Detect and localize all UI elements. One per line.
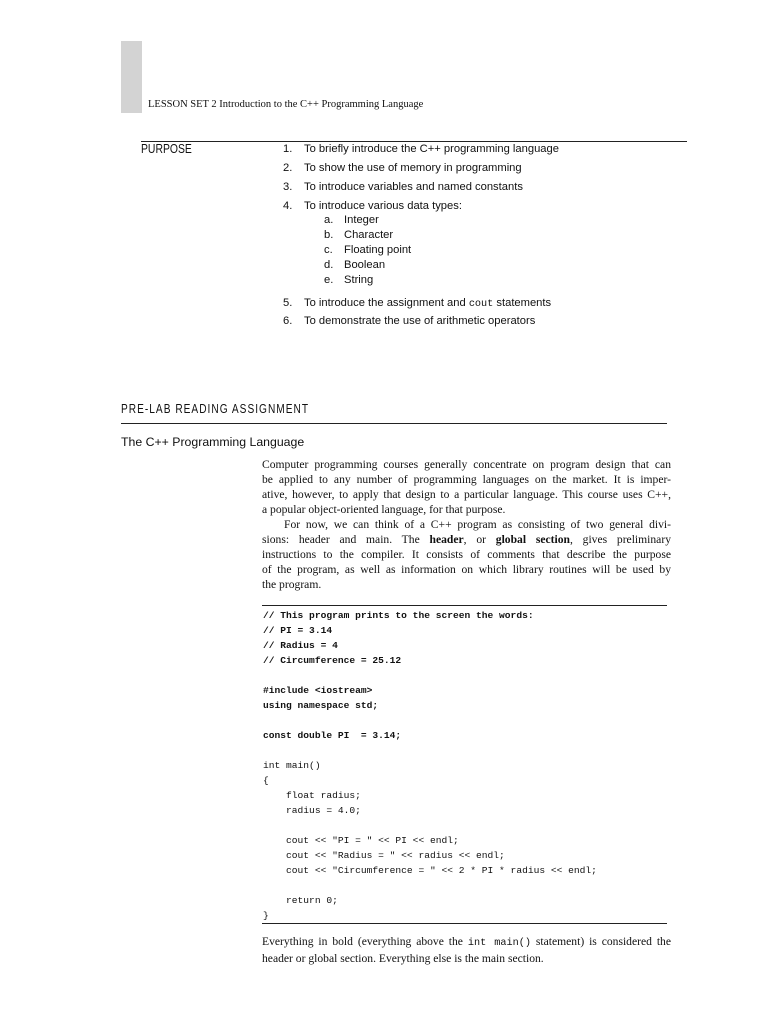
code-line: cout << "PI = " << PI << endl; [263,835,459,846]
code-line [263,878,597,893]
purpose-item-3: 3. To introduce variables and named constants [283,181,523,193]
purpose-item-text: To introduce various data types: [304,200,462,212]
intro-paragraph: Computer programming courses generally concentrate on program design that can be applied to any number of programming languages on the market. It is imper- ative, however, to apply that design to a particular language. This course uses C++, a popular object-oriented language, for that purpose. [262,458,671,516]
code-top-rule [262,605,667,606]
subheading: The C++ Programming Language [121,435,305,449]
code-line: return 0; [263,895,338,906]
data-type-item-b: b. Character [324,229,394,241]
term-header: header [429,533,464,546]
data-type-item-e: e. String [324,274,374,286]
lesson-header: LESSON SET 2 Introduction to the C++ Programming Language [148,99,424,110]
purpose-item-4: 4. To introduce various data types: [283,200,462,212]
purpose-item-text: To briefly introduce the C++ programming language [304,143,559,155]
code-line: cout << "Radius = " << radius << endl; [263,850,505,861]
inline-code: int main() [467,938,531,949]
term-global-section: global section [495,533,570,546]
code-listing [263,608,597,923]
purpose-item-text: To demonstrate the use of arithmetic operators [304,315,536,327]
header-main-paragraph: For now, we can think of a C++ program as consisting of two general divi- sions: header and main. The header, or global section, gives preliminary instructions to the compiler. It consists of comments that describe the purpose of the program, as well as information on which library routines will be used by the program. [262,518,671,591]
purpose-item-text: To show the use of memory in programming [304,162,522,174]
purpose-item-5: 5. To introduce the assignment and cout statements [283,297,552,310]
code-line: // PI = 3.14 [263,625,333,636]
data-type-item-c: c. Floating point [324,244,412,256]
code-line: using namespace std; [263,700,379,711]
code-line: int main() [263,760,321,771]
data-type-item-d: d. Boolean [324,259,386,271]
code-line: // Circumference = 25.12 [263,655,402,666]
purpose-item-6: 6. To demonstrate the use of arithmetic operators [283,315,536,327]
code-line: float radius; [263,790,361,801]
code-line [263,818,597,833]
after-code-paragraph: Everything in bold (everything above the int main() statement) is considered the header or global section. Everything else is the main section. [262,935,671,965]
section-rule [121,423,667,424]
section-title: PRE-LAB READING ASSIGNMENT [121,401,310,416]
code-line: const double PI = 3.14; [263,730,402,741]
purpose-item-2: 2. To show the use of memory in programming [283,162,522,174]
code-line: cout << "Circumference = " << 2 * PI * radius << endl; [263,865,597,876]
code-line: // This program prints to the screen the words: [263,610,534,621]
code-line [263,743,597,758]
code-line [263,668,597,683]
code-line: radius = 4.0; [263,805,361,816]
code-line: { [263,775,269,786]
purpose-item-1: 1. To briefly introduce the C++ programming language [283,143,559,155]
code-line: #include <iostream> [263,685,373,696]
purpose-label: PURPOSE [141,141,192,156]
code-line [263,713,597,728]
code-bottom-rule [262,923,667,924]
inline-code: cout [468,299,494,310]
code-line: } [263,910,269,921]
code-line: // Radius = 4 [263,640,338,651]
section-tab-marker [121,41,142,113]
purpose-item-text: To introduce variables and named constants [304,181,523,193]
data-type-item-a: a. Integer [324,214,379,226]
